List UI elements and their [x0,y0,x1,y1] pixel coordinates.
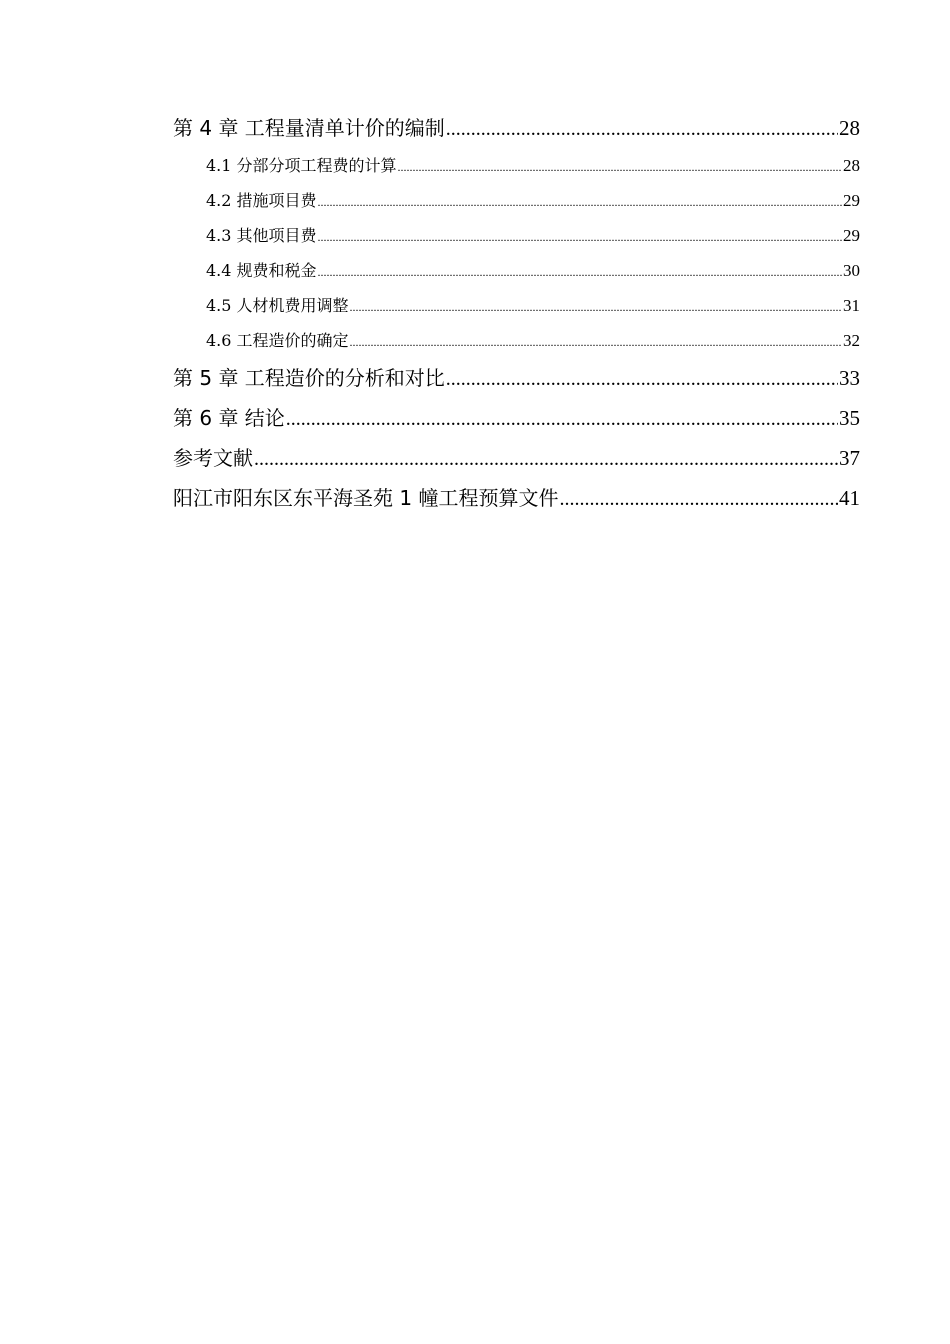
toc-entry-section-4-5[interactable] [173,288,860,323]
toc-entry-section-4-2[interactable] [173,183,860,218]
toc-entry-title: 4.3 其他项目费 [206,226,317,245]
toc-entry-page: 30 [843,261,860,280]
toc-dot-leader [446,109,838,149]
toc-entry-title: 参考文献 [173,446,253,470]
toc-entry-chapter-4[interactable] [173,108,860,148]
toc-entry-page: 31 [843,296,860,315]
toc-dot-leader [254,439,838,479]
toc-dot-leader [446,359,838,399]
toc-entry-page: 33 [839,366,860,390]
toc-entry-chapter-6[interactable] [173,398,860,438]
toc-dot-leader [350,325,842,360]
toc-entry-page: 41 [839,486,860,510]
toc-entry-page: 37 [839,446,860,470]
toc-entry-page: 29 [843,191,860,210]
toc-dot-leader [286,399,838,439]
toc-entry-section-4-4[interactable] [173,253,860,288]
toc-entry-title: 第 6 章 结论 [173,406,285,430]
toc-entry-section-4-6[interactable] [173,323,860,358]
toc-entry-page: 35 [839,406,860,430]
table-of-contents [173,108,860,518]
toc-dot-leader [350,290,842,325]
toc-dot-leader [318,255,842,290]
toc-entry-title: 第 5 章 工程造价的分析和对比 [173,366,445,390]
toc-entry-section-4-1[interactable] [173,148,860,183]
toc-entry-page: 28 [839,116,860,140]
toc-entry-title: 4.1 分部分项工程费的计算 [206,156,397,175]
toc-entry-title: 4.6 工程造价的确定 [206,331,349,350]
toc-dot-leader [318,185,842,220]
toc-dot-leader [318,220,842,255]
toc-entry-title: 阳江市阳东区东平海圣苑 1 幢工程预算文件 [173,486,559,510]
toc-entry-page: 29 [843,226,860,245]
toc-entry-title: 4.2 措施项目费 [206,191,317,210]
toc-entry-chapter-5[interactable] [173,358,860,398]
toc-entry-title: 第 4 章 工程量清单计价的编制 [173,116,445,140]
toc-entry-page: 28 [843,156,860,175]
toc-entry-page: 32 [843,331,860,350]
toc-entry-title: 4.5 人材机费用调整 [206,296,349,315]
toc-entry-references[interactable] [173,438,860,478]
toc-entry-section-4-3[interactable] [173,218,860,253]
toc-dot-leader [398,150,842,185]
toc-entry-budget-file[interactable] [173,478,860,518]
toc-dot-leader [559,479,838,519]
toc-entry-title: 4.4 规费和税金 [206,261,317,280]
